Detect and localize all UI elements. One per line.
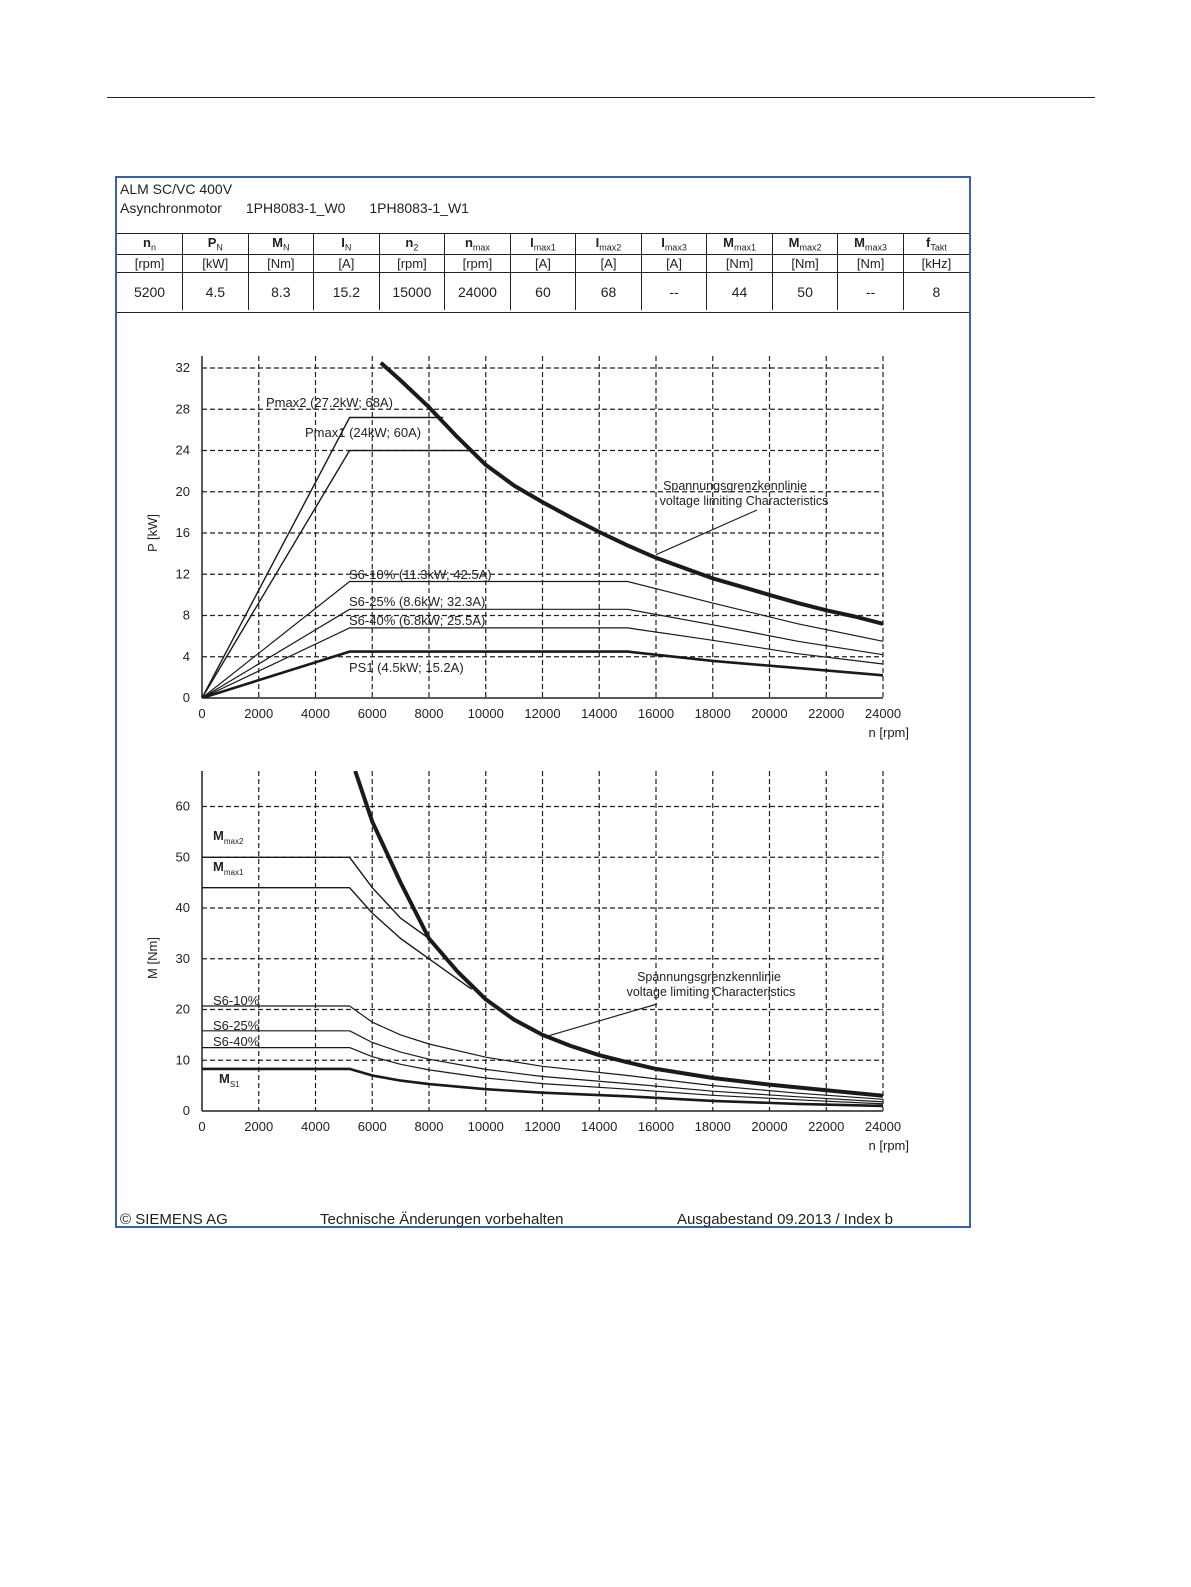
spec-value-cell: 5200 [117, 273, 183, 311]
x-tick-label: 10000 [467, 1119, 504, 1134]
spec-value-cell: 60 [510, 273, 576, 311]
spec-value-cell: 68 [576, 273, 642, 311]
x-tick-label: 16000 [637, 706, 675, 721]
x-tick-label: 18000 [694, 1119, 731, 1134]
x-tick-label: 6000 [357, 1119, 387, 1134]
x-tick-label: 14000 [581, 706, 618, 721]
x-axis-title: n [rpm] [868, 725, 909, 740]
spec-unit-cell: [Nm] [248, 255, 314, 273]
chart-area [117, 178, 969, 1226]
x-tick-label: 8000 [414, 706, 444, 721]
spec-symbol: I [595, 235, 600, 251]
y-tick-label: 10 [175, 1052, 190, 1068]
spec-symbol: M [723, 235, 734, 251]
spec-unit-cell: [rpm] [379, 255, 445, 273]
spec-unit-cell: [rpm] [445, 255, 511, 273]
spec-symbol: M [854, 235, 866, 251]
spec-value-cell: -- [641, 273, 707, 311]
annotation-leader-line [656, 510, 757, 555]
spec-symbol-subscript: max3 [664, 242, 687, 253]
x-tick-label: 24000 [864, 1119, 902, 1134]
spec-symbol-subscript: max [472, 242, 490, 253]
spec-symbol: I [661, 235, 665, 251]
spec-symbol: n [143, 235, 151, 251]
x-tick-label: 22000 [808, 706, 845, 721]
annotation-s6-40: S6-40% [213, 1034, 260, 1049]
annotation-s6-25: S6-25% [213, 1018, 260, 1033]
x-tick-label: 12000 [524, 706, 561, 721]
spec-unit-cell: [A] [576, 255, 642, 273]
y-tick-label: 50 [175, 849, 190, 865]
spec-unit-cell: [A] [641, 255, 707, 273]
x-tick-label: 4000 [301, 1119, 330, 1134]
annotation-s6-40: S6-40% (6.8kW; 25.5A) [349, 613, 486, 628]
x-axis-title: n [rpm] [868, 1138, 909, 1153]
x-tick-label: 20000 [751, 1119, 788, 1134]
spec-unit-cell: [Nm] [707, 255, 773, 273]
x-tick-label: 24000 [864, 706, 902, 721]
y-tick-label: 8 [182, 607, 190, 623]
annotation-mmax2: $M_{max2}$ [213, 828, 244, 846]
spec-symbol: f [926, 235, 931, 251]
x-tick-label: 4000 [301, 706, 330, 721]
footer-notice: Technische Änderungen vorbehalten [320, 1211, 564, 1228]
x-tick-label: 0 [198, 1119, 206, 1134]
x-tick-label: 0 [198, 706, 206, 721]
x-tick-label: 12000 [524, 1119, 561, 1134]
spec-symbol-subscript: max1 [533, 242, 556, 253]
annotation-leader-line [548, 1004, 657, 1036]
y-tick-label: 12 [175, 566, 190, 582]
annotation-mmax1: $M_{max1}$ [213, 859, 244, 877]
annotation-voltage-limit-de: Spannungsgrenzkennlinie [637, 970, 781, 984]
x-tick-label: 14000 [581, 1119, 618, 1134]
x-tick-label: 6000 [357, 706, 387, 721]
spec-symbol: n [405, 235, 414, 251]
y-tick-label: 20 [175, 483, 190, 499]
spec-value-cell: 8.3 [248, 273, 314, 311]
series-line [355, 771, 883, 1096]
series-line [202, 418, 443, 699]
torque-chart [145, 771, 909, 1153]
annotation-pmax2: Pmax2 (27.2kW; 68A) [266, 395, 393, 410]
spec-symbol-subscript: N [283, 242, 290, 253]
spec-symbol-subscript: Takt [930, 242, 947, 253]
y-tick-label: 20 [175, 1001, 190, 1017]
spec-symbol-subscript: N [344, 242, 352, 253]
y-tick-label: 0 [182, 690, 190, 705]
header-motor-type: Asynchronmotor [120, 200, 222, 216]
header-variant-2: 1PH8083-1_W1 [369, 200, 469, 216]
spec-unit-cell: [kW] [183, 255, 249, 273]
spec-value-cell: 15000 [379, 273, 445, 311]
datasheet-frame [115, 176, 971, 1228]
y-tick-label: 24 [175, 442, 190, 458]
spec-value-cell: 15.2 [314, 273, 380, 311]
annotation-s6-10: S6-10% (11.3kW; 42.5A) [349, 567, 492, 582]
y-tick-label: 30 [175, 950, 190, 966]
spec-symbol-subscript: 2 [413, 242, 419, 253]
spec-unit-cell: [kHz] [903, 255, 969, 273]
spec-symbol: M [272, 235, 283, 251]
spec-unit-cell: [Nm] [772, 255, 838, 273]
spec-value-cell: -- [838, 273, 904, 311]
y-tick-label: 4 [182, 648, 190, 664]
y-tick-label: 28 [175, 401, 190, 417]
spec-symbol: n [464, 235, 473, 251]
x-tick-label: 8000 [414, 1119, 444, 1134]
x-tick-label: 16000 [637, 1119, 675, 1134]
x-tick-label: 2000 [244, 1119, 274, 1134]
spec-symbol: P [207, 235, 217, 251]
annotation-ps1: PS1 (4.5kW; 15.2A) [349, 660, 464, 675]
y-axis-title: P [kW] [145, 513, 160, 553]
annotation-voltage-limit-en: voltage limiting Characteristics [659, 494, 829, 508]
spec-value-cell: 50 [772, 273, 838, 311]
y-tick-label: 32 [175, 360, 190, 375]
spec-value-cell: 4.5 [183, 273, 249, 311]
x-tick-label: 2000 [244, 706, 274, 721]
x-tick-label: 22000 [808, 1119, 845, 1134]
annotation-ms1: $M_{S1}$ [219, 1071, 240, 1089]
y-axis-title: M [Nm] [145, 937, 160, 979]
spec-symbol-subscript: max2 [799, 242, 822, 253]
footer-copyright: © SIEMENS AG [120, 1211, 228, 1228]
y-tick-label: 60 [175, 798, 190, 814]
annotation-voltage-limit-de: Spannungsgrenzkennlinie [663, 479, 807, 493]
power-chart [145, 356, 909, 740]
y-tick-label: 0 [182, 1103, 190, 1118]
x-tick-label: 18000 [694, 706, 731, 721]
header-variant-1: 1PH8083-1_W0 [245, 200, 346, 216]
page-top-rule [107, 97, 1095, 98]
header-title: ALM SC/VC 400V [120, 181, 233, 197]
spec-symbol: I [341, 235, 345, 251]
spec-value-cell: 44 [707, 273, 773, 311]
y-tick-label: 16 [175, 525, 190, 540]
spec-symbol-subscript: N [216, 242, 223, 253]
y-tick-label: 40 [175, 900, 190, 916]
spec-unit-cell: [rpm] [117, 255, 183, 273]
x-tick-label: 20000 [751, 706, 788, 721]
spec-unit-cell: [A] [314, 255, 380, 273]
annotation-voltage-limit-en: voltage limiting Characteristics [626, 985, 796, 999]
series-line [202, 652, 883, 698]
annotation-s6-10: S6-10% [213, 993, 260, 1008]
annotation-pmax1: Pmax1 (24kW; 60A) [305, 425, 422, 440]
spec-unit-cell: [A] [510, 255, 576, 273]
spec-symbol: I [530, 235, 534, 251]
annotation-s6-25: S6-25% (8.6kW; 32.3A) [349, 594, 486, 609]
footer-edition: Ausgabestand 09.2013 / Index b [677, 1211, 894, 1228]
spec-symbol-subscript: n [150, 242, 156, 253]
x-tick-label: 10000 [467, 706, 504, 721]
spec-symbol-subscript: max2 [599, 242, 622, 253]
spec-symbol-subscript: max3 [865, 242, 888, 253]
spec-unit-cell: [Nm] [838, 255, 904, 273]
spec-symbol-subscript: max1 [733, 242, 756, 253]
spec-value-cell: 24000 [445, 273, 511, 311]
spec-symbol: M [788, 235, 800, 251]
spec-value-cell: 8 [903, 273, 969, 311]
